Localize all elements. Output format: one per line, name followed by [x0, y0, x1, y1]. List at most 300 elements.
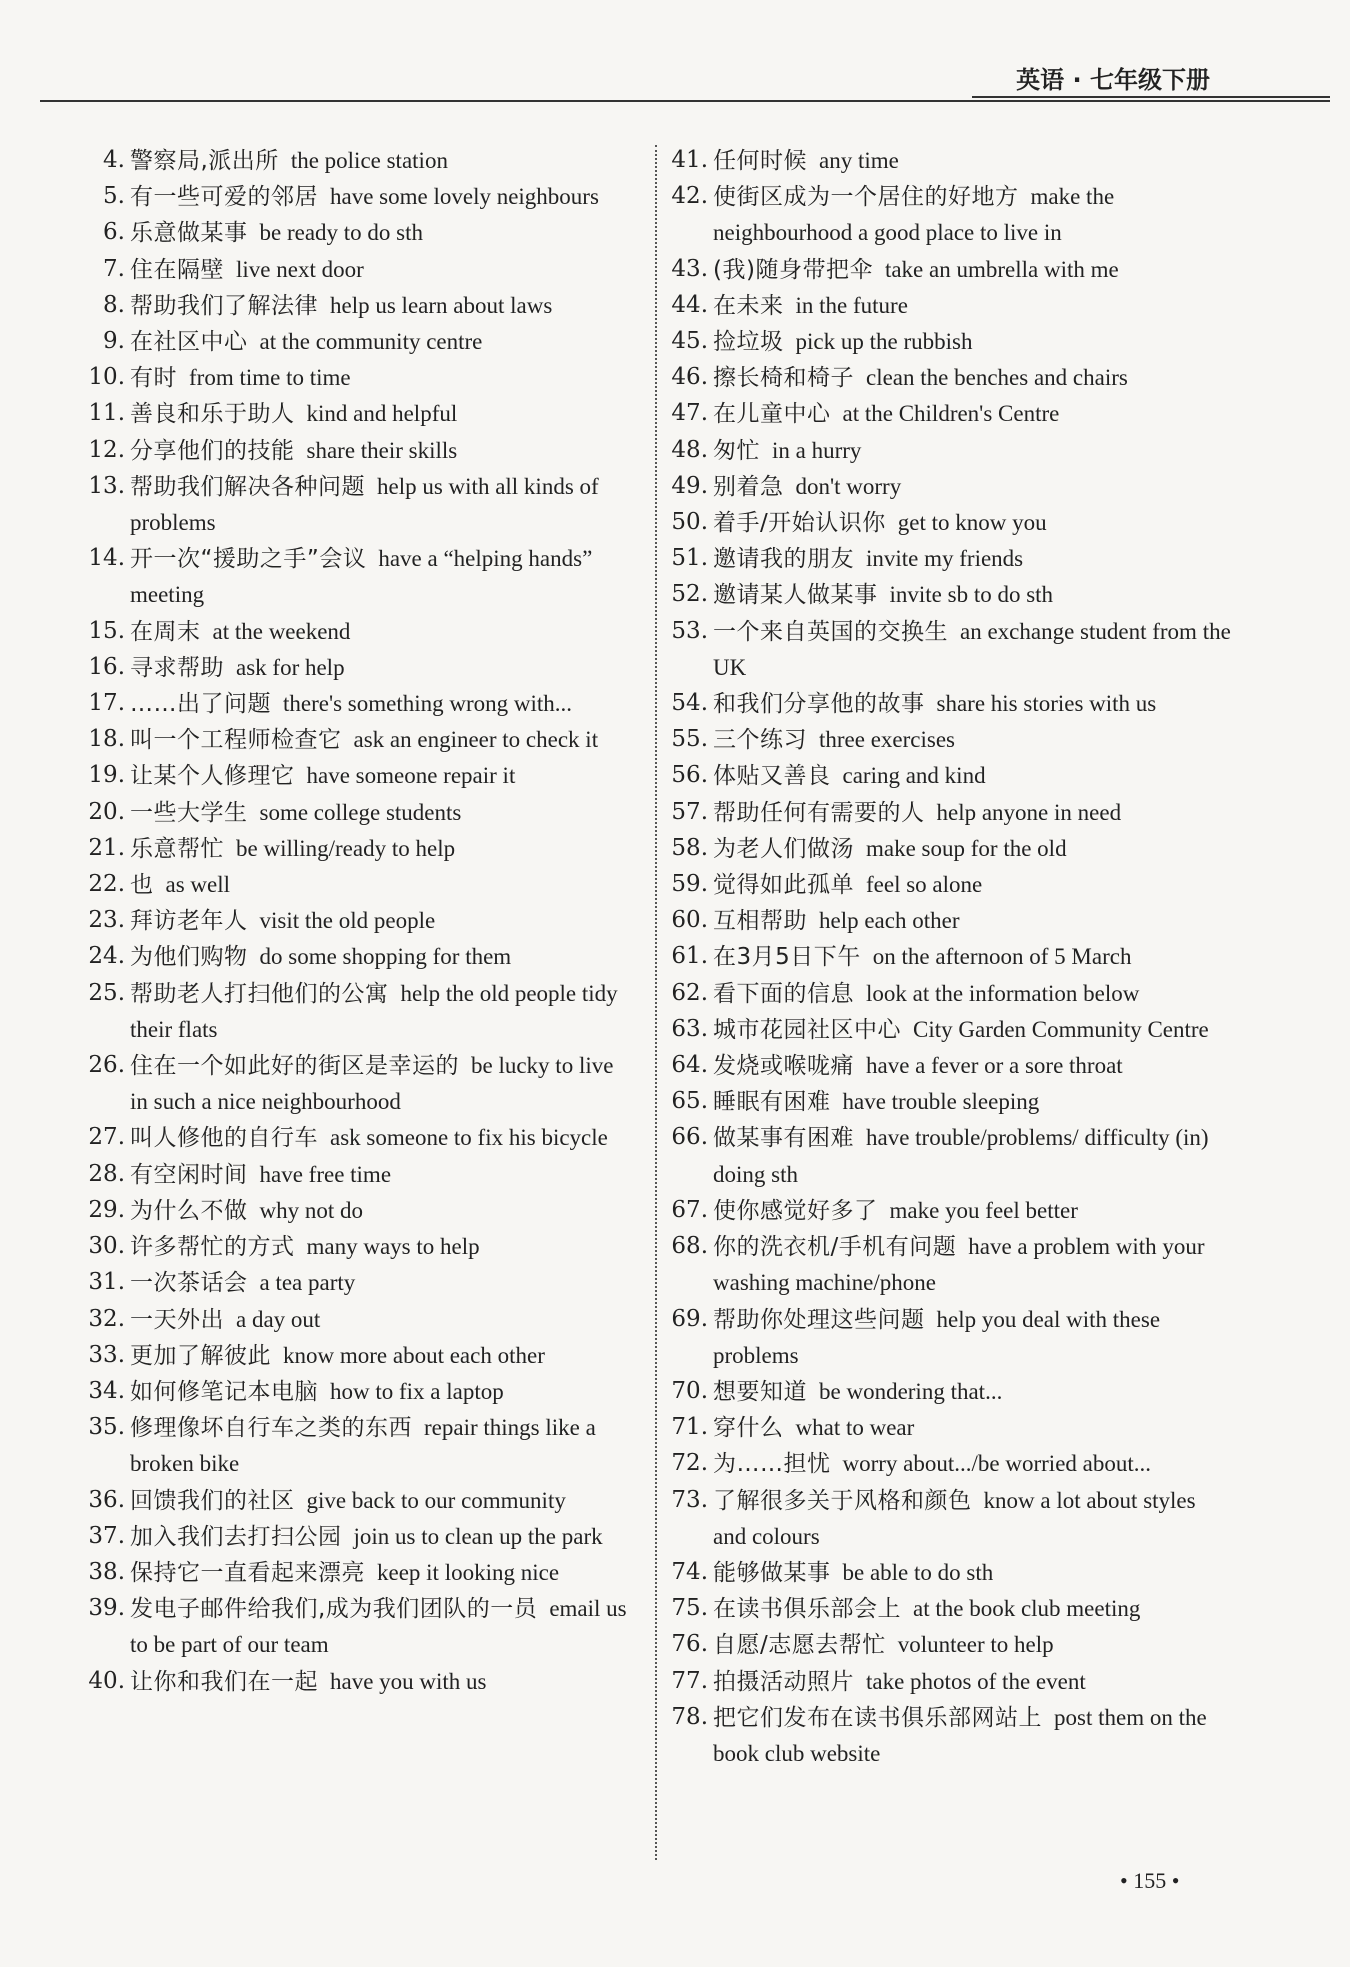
entry-chinese: 能够做某事	[713, 1559, 831, 1586]
entry-number: 55.	[671, 726, 708, 753]
vocab-entry	[85, 179, 630, 215]
entry-chinese: 在儿童中心	[713, 401, 831, 428]
entry-english: ask someone to fix his bicycle	[330, 1125, 608, 1151]
entry-text	[130, 722, 630, 758]
entry-chinese: 帮助老人打扫他们的公寓	[130, 980, 389, 1007]
entry-text	[713, 1084, 1233, 1120]
entry-number: 21.	[88, 834, 125, 861]
vocab-entry	[85, 1265, 630, 1301]
vocab-entry	[85, 541, 630, 613]
entry-english: volunteer to help	[897, 1632, 1054, 1658]
entry-chinese: 做某事有困难	[713, 1125, 854, 1152]
entry-english: as well	[165, 872, 231, 898]
entry-number: 22.	[88, 871, 125, 898]
entry-chinese: 把它们发布在读书俱乐部网站上	[713, 1704, 1042, 1731]
entry-text	[130, 831, 630, 867]
entry-number: 57.	[671, 798, 708, 825]
entry-number: 39.	[88, 1595, 125, 1622]
entry-number: 78.	[671, 1703, 708, 1730]
entry-number: 65.	[671, 1088, 708, 1115]
entry-text	[130, 1048, 630, 1120]
vocab-entry	[85, 1410, 630, 1482]
vocab-entry	[668, 614, 1233, 686]
entry-text	[713, 1627, 1233, 1663]
vocab-entry	[668, 1302, 1233, 1374]
entry-english: at the Children's Centre	[842, 401, 1060, 427]
entry-english: pick up the rubbish	[795, 329, 973, 355]
entry-text	[130, 1338, 630, 1374]
entry-text	[130, 252, 630, 288]
entry-chinese: 互相帮助	[713, 908, 807, 935]
entry-text	[130, 1519, 630, 1555]
entry-chinese: ……出了问题	[130, 691, 271, 718]
entry-text	[713, 469, 1233, 505]
entry-number: 58.	[671, 834, 708, 861]
entry-chinese: 一些大学生	[130, 799, 248, 826]
entry-chinese: 在读书俱乐部会上	[713, 1596, 901, 1623]
vocab-entry	[85, 1374, 630, 1410]
entry-number: 49.	[671, 472, 708, 499]
entry-english: a tea party	[259, 1270, 356, 1296]
entry-number: 63.	[671, 1015, 708, 1042]
entry-text	[713, 179, 1233, 251]
entry-chinese: 也	[130, 872, 154, 899]
entry-number: 38.	[88, 1558, 125, 1585]
entry-chinese: 在未来	[713, 292, 784, 319]
vocab-entry	[668, 396, 1233, 432]
entry-english: have you with us	[330, 1668, 487, 1694]
entry-chinese: 寻求帮助	[130, 654, 224, 681]
entry-number: 18.	[88, 726, 125, 753]
entry-chinese: 乐意做某事	[130, 220, 248, 247]
entry-number: 41.	[671, 147, 708, 173]
vocab-entry	[85, 1193, 630, 1229]
entry-number: 5.	[103, 183, 125, 210]
entry-number: 25.	[88, 979, 125, 1006]
entry-chinese: 为老人们做汤	[713, 835, 854, 862]
entry-number: 23.	[88, 907, 125, 934]
entry-chinese: 如何修笔记本电脑	[130, 1378, 318, 1405]
entry-english: share his stories with us	[936, 691, 1157, 717]
entry-english: kind and helpful	[306, 401, 458, 427]
entry-text	[130, 179, 630, 215]
vocab-entry	[668, 324, 1233, 360]
entry-english: share their skills	[306, 437, 458, 463]
entry-text	[130, 1374, 630, 1410]
entry-number: 45.	[671, 328, 708, 355]
entry-english: invite my friends	[866, 546, 1024, 572]
entry-number: 20.	[88, 798, 125, 825]
entry-text	[713, 1048, 1233, 1084]
entry-text	[130, 433, 630, 469]
entry-chinese: 在3月5日下午	[713, 944, 861, 971]
entry-english: at the community centre	[259, 329, 483, 355]
entry-english: clean the benches and chairs	[866, 365, 1128, 391]
entry-number: 72.	[671, 1450, 708, 1477]
entry-chinese: 叫人修他的自行车	[130, 1125, 318, 1152]
entry-number: 12.	[88, 436, 125, 463]
vocab-entry	[668, 795, 1233, 831]
entry-text	[713, 1591, 1233, 1627]
entry-text	[130, 1483, 630, 1519]
entry-english: ask an engineer to check it	[353, 727, 599, 753]
entry-text	[130, 867, 630, 903]
entry-number: 60.	[671, 907, 708, 934]
entry-english: help each other	[819, 908, 960, 934]
entry-number: 11.	[88, 400, 125, 427]
entry-chinese: 一次茶话会	[130, 1270, 248, 1297]
entry-number: 68.	[671, 1233, 708, 1260]
entry-text	[130, 1157, 630, 1193]
entry-chinese: 睡眠有困难	[713, 1089, 831, 1116]
entry-english: do some shopping for them	[259, 944, 512, 970]
entry-text	[713, 939, 1233, 975]
entry-number: 62.	[671, 979, 708, 1006]
page-header-title: 英语 · 七年级下册	[1016, 66, 1210, 94]
entry-number: 51.	[671, 545, 708, 572]
entry-chinese: 觉得如此孤单	[713, 872, 854, 899]
entry-text	[713, 396, 1233, 432]
vocab-entry	[85, 1302, 630, 1338]
entry-text	[713, 1374, 1233, 1410]
entry-english: make you feel better	[889, 1197, 1078, 1223]
vocab-entry	[668, 179, 1233, 251]
entry-text	[713, 903, 1233, 939]
entry-chinese: 帮助我们了解法律	[130, 292, 318, 319]
entry-chinese: 任何时候	[713, 148, 807, 174]
entry-english: don't worry	[795, 473, 902, 499]
entry-text	[130, 758, 630, 794]
entry-number: 75.	[671, 1595, 708, 1622]
entry-text	[713, 831, 1233, 867]
entry-text	[130, 1591, 630, 1663]
vocab-entry	[85, 324, 630, 360]
entry-chinese: 拍摄活动照片	[713, 1668, 854, 1695]
entry-number: 73.	[671, 1486, 708, 1513]
vocab-entry	[85, 252, 630, 288]
entry-text	[130, 143, 630, 179]
vocab-entry	[668, 252, 1233, 288]
entry-chinese: 住在隔壁	[130, 256, 224, 283]
vocab-entry	[85, 1519, 630, 1555]
entry-text	[713, 1302, 1233, 1374]
entry-chinese: 一个来自英国的交换生	[713, 618, 948, 645]
entry-number: 29.	[88, 1196, 125, 1223]
vocab-entry	[668, 1048, 1233, 1084]
entry-number: 67.	[671, 1196, 708, 1223]
entry-english: why not do	[259, 1197, 363, 1223]
entry-text	[713, 1483, 1233, 1555]
vocab-entry	[85, 360, 630, 396]
page-number: • 155 •	[1120, 1868, 1180, 1893]
vocab-entry	[668, 903, 1233, 939]
entry-chinese: 发电子邮件给我们,成为我们团队的一员	[130, 1596, 538, 1623]
vocab-entry	[85, 1555, 630, 1591]
entry-number: 7.	[103, 255, 125, 282]
vocab-entry	[85, 939, 630, 975]
entry-number: 31.	[88, 1269, 125, 1296]
entry-english: a day out	[236, 1306, 321, 1332]
entry-number: 19.	[88, 762, 125, 789]
vocab-entry	[85, 1157, 630, 1193]
entry-text	[713, 614, 1233, 686]
entry-number: 53.	[671, 617, 708, 644]
entry-english: have free time	[259, 1161, 392, 1187]
vocab-entry	[668, 1374, 1233, 1410]
entry-number: 46.	[671, 364, 708, 391]
entry-chinese: 穿什么	[713, 1415, 784, 1442]
entry-english: worry about.../be worried about...	[842, 1451, 1152, 1477]
entry-number: 32.	[88, 1305, 125, 1332]
entry-text	[713, 686, 1233, 722]
entry-text	[713, 252, 1233, 288]
entry-chinese: 匆忙	[713, 437, 760, 464]
entry-chinese: 让你和我们在一起	[130, 1668, 318, 1695]
entry-number: 66.	[671, 1124, 708, 1151]
entry-text	[130, 1555, 630, 1591]
entry-chinese: 更加了解彼此	[130, 1342, 271, 1369]
entry-text	[130, 1229, 630, 1265]
entry-number: 24.	[88, 943, 125, 970]
entry-number: 47.	[671, 400, 708, 427]
entry-number: 6.	[103, 219, 125, 246]
entry-chinese: 一天外出	[130, 1306, 224, 1333]
vocab-entry	[668, 360, 1233, 396]
entry-number: 28.	[88, 1160, 125, 1187]
entry-chinese: 叫一个工程师检查它	[130, 727, 342, 754]
entry-number: 15.	[88, 617, 125, 644]
entry-number: 9.	[103, 328, 125, 355]
entry-english: have a “helping hands” meeting	[130, 546, 593, 608]
entry-english: have a fever or a sore throat	[866, 1053, 1123, 1079]
entry-chinese: 回馈我们的社区	[130, 1487, 295, 1514]
entry-chinese: 加入我们去打扫公园	[130, 1523, 342, 1550]
entry-text	[713, 1664, 1233, 1700]
entry-text	[713, 1700, 1233, 1772]
entry-text	[130, 939, 630, 975]
entry-english: make the neighbourhood a good place to live in	[713, 184, 1115, 246]
vocab-entry	[668, 686, 1233, 722]
vocab-entry	[668, 1012, 1233, 1048]
entry-number: 59.	[671, 871, 708, 898]
entry-chinese: 修理像坏自行车之类的东西	[130, 1415, 412, 1442]
vocab-entry	[668, 1446, 1233, 1482]
entry-english: repair things like a broken bike	[130, 1415, 596, 1477]
entry-chinese: 乐意帮忙	[130, 835, 224, 862]
entry-chinese: 有时	[130, 365, 177, 392]
entry-english: three exercises	[819, 727, 956, 753]
entry-chinese: 在周末	[130, 618, 201, 645]
entry-chinese: 和我们分享他的故事	[713, 691, 925, 718]
entry-chinese: 让某个人修理它	[130, 763, 295, 790]
entry-text	[713, 541, 1233, 577]
entry-chinese: 保持它一直看起来漂亮	[130, 1559, 365, 1586]
entry-number: 40.	[88, 1667, 125, 1694]
entry-number: 64.	[671, 1052, 708, 1079]
entry-number: 48.	[671, 436, 708, 463]
column-divider	[655, 145, 657, 1860]
entry-text	[130, 288, 630, 324]
vocab-entry	[668, 758, 1233, 794]
vocab-entry	[668, 288, 1233, 324]
entry-text	[713, 1012, 1233, 1048]
entry-english: how to fix a laptop	[330, 1378, 504, 1404]
vocab-entry	[85, 1483, 630, 1519]
vocab-entry	[668, 867, 1233, 903]
entry-number: 13.	[88, 472, 125, 499]
entry-number: 30.	[88, 1233, 125, 1260]
entry-chinese: 分享他们的技能	[130, 437, 295, 464]
entry-chinese: 住在一个如此好的街区是幸运的	[130, 1053, 459, 1080]
entry-chinese: 有一些可爱的邻居	[130, 184, 318, 211]
entry-english: be wondering that...	[819, 1378, 1003, 1404]
entry-text	[130, 1410, 630, 1482]
entry-text	[713, 360, 1233, 396]
entry-chinese: 在社区中心	[130, 329, 248, 356]
header-rule-tab	[972, 96, 1330, 98]
vocab-entry	[85, 1664, 630, 1700]
entry-text	[713, 433, 1233, 469]
entry-text	[713, 758, 1233, 794]
vocab-entry	[668, 1410, 1233, 1446]
entry-english: help you deal with these problems	[713, 1306, 1161, 1368]
vocab-entry	[668, 1591, 1233, 1627]
entry-number: 42.	[671, 183, 708, 210]
entry-english: feel so alone	[866, 872, 983, 898]
vocab-entry	[85, 976, 630, 1048]
vocab-entry	[85, 1120, 630, 1156]
left-column	[85, 143, 630, 1700]
header-rule	[40, 100, 1330, 102]
entry-text	[713, 1120, 1233, 1192]
entry-chinese: 别着急	[713, 473, 784, 500]
entry-number: 77.	[671, 1667, 708, 1694]
entry-english: help us learn about laws	[330, 292, 553, 318]
entry-text	[130, 1265, 630, 1301]
entry-text	[130, 1120, 630, 1156]
entry-english: at the book club meeting	[913, 1596, 1141, 1622]
entry-english: take photos of the event	[866, 1668, 1086, 1694]
entry-number: 37.	[88, 1522, 125, 1549]
entry-chinese: (我)随身带把伞	[713, 256, 873, 283]
entry-chinese: 善良和乐于助人	[130, 401, 295, 428]
entry-text	[130, 1302, 630, 1338]
entry-chinese: 拜访老年人	[130, 908, 248, 935]
entry-english: have trouble/problems/ difficulty (in) doing sth	[713, 1125, 1209, 1187]
entry-text	[713, 288, 1233, 324]
entry-number: 43.	[671, 255, 708, 282]
entry-english: invite sb to do sth	[889, 582, 1054, 608]
entry-chinese: 帮助我们解决各种问题	[130, 473, 365, 500]
entry-english: post them on the book club website	[713, 1704, 1207, 1766]
entry-number: 4.	[103, 147, 125, 173]
entry-english: help anyone in need	[936, 799, 1122, 825]
entry-number: 26.	[88, 1052, 125, 1079]
entry-number: 76.	[671, 1631, 708, 1658]
entry-text	[130, 686, 630, 722]
vocab-entry	[85, 215, 630, 251]
entry-chinese: 开一次“援助之手”会议	[130, 546, 367, 573]
vocab-entry	[85, 1048, 630, 1120]
entry-text	[713, 722, 1233, 758]
vocab-entry	[668, 1555, 1233, 1591]
entry-number: 35.	[88, 1414, 125, 1441]
entry-number: 70.	[671, 1377, 708, 1404]
entry-english: caring and kind	[842, 763, 986, 789]
entry-english: take an umbrella with me	[884, 256, 1119, 282]
entry-english: many ways to help	[306, 1234, 480, 1260]
entry-text	[130, 795, 630, 831]
right-column	[668, 143, 1233, 1772]
vocab-entry	[668, 469, 1233, 505]
entry-english: email us to be part of our team	[130, 1596, 627, 1658]
entry-text	[713, 324, 1233, 360]
vocab-entry	[668, 1193, 1233, 1229]
entry-chinese: 许多帮忙的方式	[130, 1234, 295, 1261]
entry-text	[713, 1229, 1233, 1301]
vocab-entry	[85, 288, 630, 324]
vocab-entry	[668, 1120, 1233, 1192]
vocab-entry	[85, 867, 630, 903]
entry-english: get to know you	[897, 510, 1047, 536]
vocab-entry	[85, 686, 630, 722]
entry-chinese: 邀请某人做某事	[713, 582, 878, 609]
entry-english: live next door	[236, 256, 364, 282]
entry-english: any time	[819, 148, 899, 173]
entry-english: ask for help	[236, 654, 345, 680]
entry-english: visit the old people	[259, 908, 436, 934]
entry-english: on the afternoon of 5 March	[872, 944, 1132, 970]
entry-english: be willing/ready to help	[236, 835, 456, 861]
entry-number: 61.	[671, 943, 708, 970]
entry-english: look at the information below	[866, 980, 1140, 1006]
vocab-entry	[85, 433, 630, 469]
entry-number: 54.	[671, 690, 708, 717]
entry-number: 74.	[671, 1558, 708, 1585]
vocab-entry	[668, 1627, 1233, 1663]
entry-english: an exchange student from the UK	[713, 618, 1231, 680]
vocab-entry	[668, 143, 1233, 179]
vocab-entry	[668, 433, 1233, 469]
entry-chinese: 为……担忧	[713, 1451, 831, 1478]
entry-text	[130, 324, 630, 360]
entry-number: 16.	[88, 653, 125, 680]
entry-english: there's something wrong with...	[283, 691, 573, 717]
entry-text	[713, 577, 1233, 613]
vocab-entry	[668, 1700, 1233, 1772]
entry-english: have some lovely neighbours	[330, 184, 599, 210]
entry-number: 56.	[671, 762, 708, 789]
entry-text	[130, 1664, 630, 1700]
entry-chinese: 捡垃圾	[713, 329, 784, 356]
entry-english: be lucky to live in such a nice neighbourhood	[130, 1053, 614, 1115]
entry-english: join us to clean up the park	[353, 1523, 603, 1549]
entry-chinese: 帮助任何有需要的人	[713, 799, 925, 826]
entry-chinese: 发烧或喉咙痛	[713, 1053, 854, 1080]
vocab-entry	[668, 541, 1233, 577]
entry-chinese: 邀请我的朋友	[713, 546, 854, 573]
vocab-entry	[668, 831, 1233, 867]
vocab-entry	[85, 469, 630, 541]
entry-number: 50.	[671, 509, 708, 536]
entry-english: some college students	[259, 799, 462, 825]
entry-text	[130, 396, 630, 432]
entry-text	[130, 614, 630, 650]
vocab-entry	[668, 577, 1233, 613]
entry-text	[130, 215, 630, 251]
entry-number: 36.	[88, 1486, 125, 1513]
entry-chinese: 看下面的信息	[713, 980, 854, 1007]
